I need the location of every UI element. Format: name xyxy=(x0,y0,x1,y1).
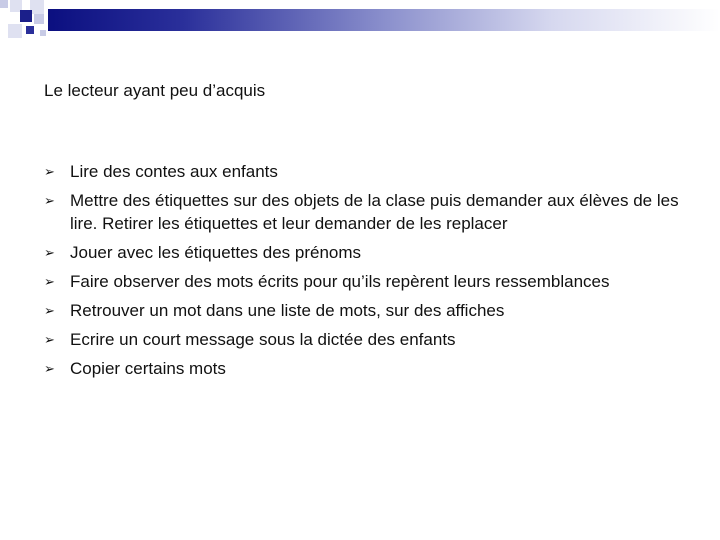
slide-title: Le lecteur ayant peu d’acquis xyxy=(44,81,266,100)
arrow-bullet-icon: ➢ xyxy=(44,332,55,347)
bullet-text: Ecrire un court message sous la dictée des enfants xyxy=(70,330,456,349)
arrow-bullet-icon: ➢ xyxy=(44,245,55,260)
decorative-square xyxy=(0,0,8,8)
bullet-item xyxy=(44,270,684,293)
arrow-bullet-icon: ➢ xyxy=(44,164,55,179)
bullet-text: Copier certains mots xyxy=(70,359,226,378)
bullet-list xyxy=(44,160,684,386)
decorative-square xyxy=(8,24,22,38)
bullet-text: Mettre des étiquettes sur des objets de la clase puis demander aux élèves de les lire. Retirer les étiquettes et leur demander de les replacer xyxy=(70,191,679,233)
header-decoration xyxy=(0,0,720,44)
bullet-item xyxy=(44,189,684,235)
bullet-item xyxy=(44,357,684,380)
arrow-bullet-icon: ➢ xyxy=(44,361,55,376)
decorative-square xyxy=(20,10,32,22)
bullet-item xyxy=(44,299,684,322)
bullet-text: Jouer avec les étiquettes des prénoms xyxy=(70,243,362,262)
decorative-square xyxy=(40,30,46,36)
bullet-text: Faire observer des mots écrits pour qu’ils repèrent leurs ressemblances xyxy=(70,272,610,291)
bullet-item xyxy=(44,328,684,351)
decorative-square xyxy=(30,0,44,14)
decorative-square xyxy=(34,14,44,24)
bullet-item xyxy=(44,241,684,264)
gradient-header-bar xyxy=(48,9,720,31)
bullet-text: Lire des contes aux enfants xyxy=(70,162,278,181)
bullet-item xyxy=(44,160,684,183)
decorative-square xyxy=(26,26,34,34)
bullet-text: Retrouver un mot dans une liste de mots, sur des affiches xyxy=(70,301,505,320)
arrow-bullet-icon: ➢ xyxy=(44,193,55,208)
arrow-bullet-icon: ➢ xyxy=(44,274,55,289)
arrow-bullet-icon: ➢ xyxy=(44,303,55,318)
